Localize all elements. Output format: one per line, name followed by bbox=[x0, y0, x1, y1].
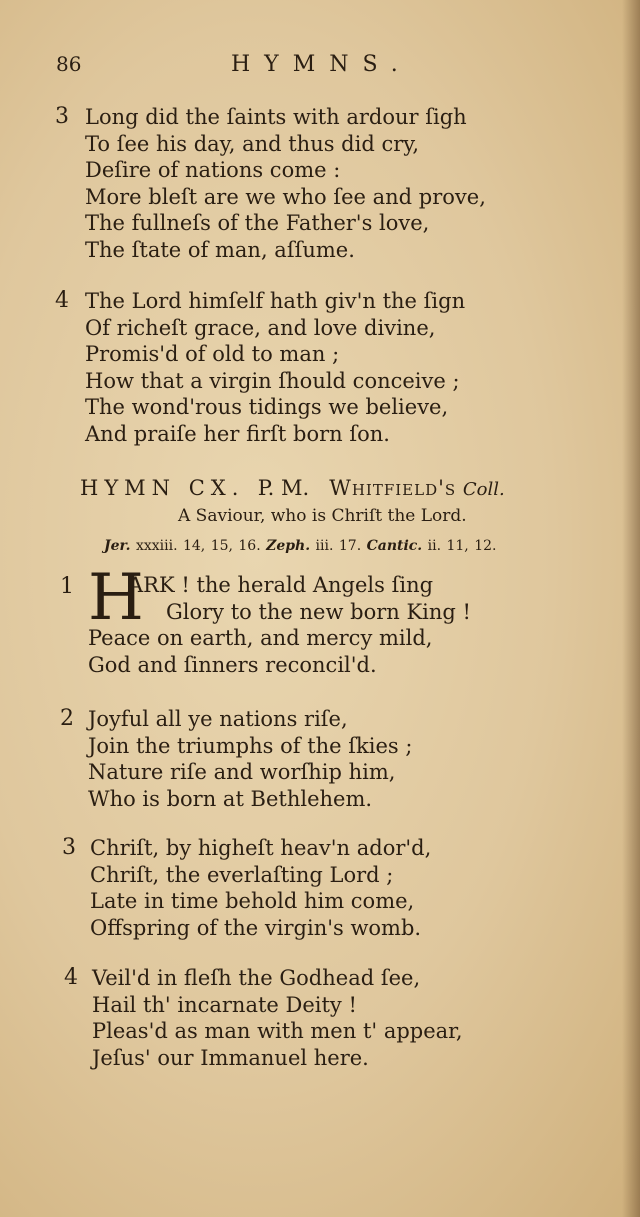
verse-line: Offspring of the virgin's womb. bbox=[90, 915, 422, 940]
verse-line: ARK ! the herald Angels ſing bbox=[128, 573, 434, 597]
verse-number: 2 bbox=[60, 706, 74, 731]
verse-line: God and ſinners reconcil'd. bbox=[88, 652, 377, 677]
verse-line: The Lord himſelf hath giv'n the ſign bbox=[85, 289, 466, 313]
scripture-references bbox=[104, 538, 496, 554]
verse-line: The ſtate of man, aſſume. bbox=[85, 237, 355, 262]
hymn-subtitle: A Saviour, who is Chriſt the Lord. bbox=[178, 506, 467, 526]
verse-line: Pleas'd as man with men t' appear, bbox=[92, 1019, 463, 1043]
verse-number: 4 bbox=[64, 965, 78, 990]
drop-cap: H bbox=[88, 561, 144, 635]
verse-line: Nature riſe and worſhip him, bbox=[88, 760, 396, 784]
verse-line: Deſire of nations come : bbox=[85, 158, 341, 182]
verse-line: And praiſe her firſt born ſon. bbox=[85, 421, 390, 446]
verse-line: Promis'd of old to man ; bbox=[85, 342, 340, 366]
verse-line: Of richeſt grace, and love divine, bbox=[85, 315, 436, 340]
verse-number: 3 bbox=[55, 104, 69, 129]
verse-line: Late in time behold him come, bbox=[90, 889, 415, 913]
hymn-source-coll: Coll. bbox=[462, 479, 505, 500]
verse-line: Join the triumphs of the ſkies ; bbox=[88, 733, 413, 758]
page-header bbox=[56, 52, 576, 84]
ref-chapter: xxxiii. 14, 15, 16. bbox=[135, 538, 261, 554]
hymn-number: HYMN CX. bbox=[80, 476, 245, 500]
verse-line: Peace on earth, and mercy mild, bbox=[88, 626, 433, 650]
verse-line: Long did the ſaints with ardour ſigh bbox=[85, 105, 467, 129]
verse-line: Veil'd in fleſh the Godhead ſee, bbox=[92, 966, 421, 990]
verse-line: How that a virgin ſhould conceive ; bbox=[85, 368, 460, 393]
verse-line: Chriſt, the everlaſting Lord ; bbox=[90, 862, 394, 887]
verse-line: Glory to the new born King ! bbox=[166, 599, 471, 624]
hymn-heading bbox=[80, 476, 505, 500]
verse-number: 3 bbox=[62, 835, 76, 860]
ref-book: Zeph. bbox=[266, 538, 311, 554]
verse-line: To ſee his day, and thus did cry, bbox=[85, 131, 420, 156]
verse-line: The fullneſs of the Father's love, bbox=[85, 211, 430, 235]
verse-line: Jeſus' our Immanuel here. bbox=[92, 1045, 369, 1070]
verse-number: 4 bbox=[55, 288, 69, 313]
verse-line: More bleſt are we who ſee and prove, bbox=[85, 184, 486, 209]
verse-line: Chriſt, by higheſt heav'n ador'd, bbox=[90, 836, 432, 860]
verse-line: Who is born at Bethlehem. bbox=[88, 786, 373, 811]
ref-book: Cantic. bbox=[366, 538, 423, 554]
hymn-source: Whitfield's bbox=[329, 476, 457, 500]
page-number: 86 bbox=[56, 52, 82, 76]
running-head: HYMNS. bbox=[231, 52, 412, 77]
verse-line: The wond'rous tidings we believe, bbox=[85, 395, 449, 419]
verse-line: Hail th' incarnate Deity ! bbox=[92, 992, 357, 1017]
verse-line: Joyful all ye nations riſe, bbox=[88, 707, 348, 731]
verse-number: 1 bbox=[60, 574, 74, 599]
hymn-meter: P. M. bbox=[257, 476, 310, 500]
ref-chapter: iii. 17. bbox=[315, 538, 362, 554]
ref-book: Jer. bbox=[104, 538, 131, 554]
ref-chapter: ii. 11, 12. bbox=[427, 538, 497, 554]
